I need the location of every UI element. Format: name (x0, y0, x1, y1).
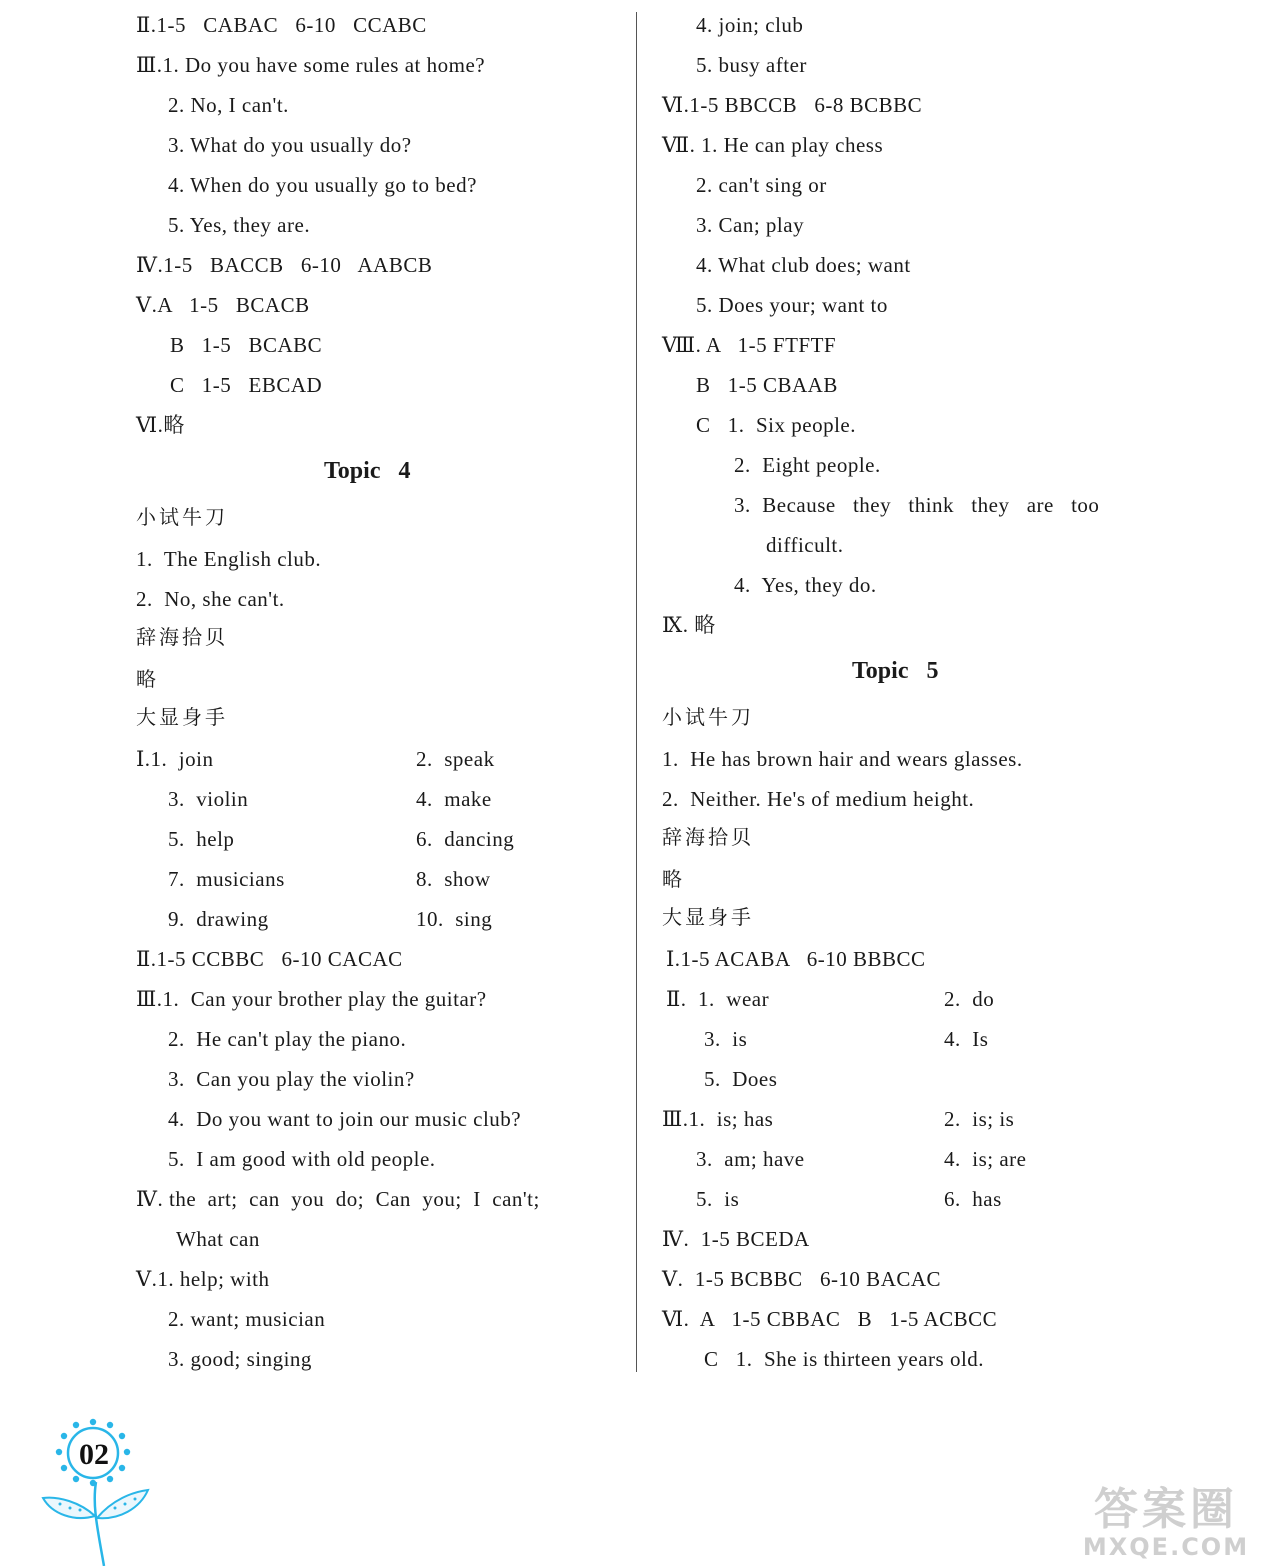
answer-line: 6. dancing (416, 827, 515, 851)
answer-line: 4. What club does; want (696, 253, 911, 277)
answer-line: 3. What do you usually do? (168, 133, 412, 157)
section-label-daxian: 大显身手 (662, 905, 754, 929)
section-label-xiaoshi: 小试牛刀 (662, 705, 754, 729)
answer-line: 2. do (944, 987, 995, 1011)
answer-line: 6. has (944, 1187, 1002, 1211)
answer-line: Ⅶ. 1. He can play chess (662, 133, 884, 157)
answer-line: Ⅴ.1. help; with (136, 1267, 270, 1291)
answer-line: B 1-5 BCABC (170, 333, 323, 357)
answer-line: 5. I am good with old people. (168, 1147, 436, 1171)
answer-line: 2. want; musician (168, 1307, 326, 1331)
answer-line: 2. No, she can't. (136, 587, 285, 611)
left-column (0, 0, 636, 1568)
answer-line: 2. Eight people. (734, 453, 881, 477)
answer-line: Ⅱ. 1. wear (666, 987, 770, 1011)
answer-line: 4. Is (944, 1027, 989, 1051)
answer-line: Ⅷ. A 1-5 FTFTF (662, 333, 837, 357)
section-label-cihai: 辞海拾贝 (662, 825, 754, 849)
watermark-bottom-text: MXQE.COM (1082, 1533, 1250, 1561)
page-number: 02 (79, 1438, 109, 1471)
answer-line: 7. musicians (168, 867, 285, 891)
answer-line: 略 (136, 667, 159, 691)
answer-line: 3. Because they think they are too (734, 493, 1100, 517)
answer-line: C 1. She is thirteen years old. (704, 1347, 985, 1371)
answer-line: 3. good; singing (168, 1347, 312, 1371)
answer-line: 5. Yes, they are. (168, 213, 311, 237)
answer-line: Ⅵ.1-5 BBCCB 6-8 BCBBC (662, 93, 923, 117)
answer-line: Ⅵ. A 1-5 CBBAC B 1-5 ACBCC (662, 1307, 998, 1331)
answer-line: 10. sing (416, 907, 493, 931)
answer-line: Ⅲ.1. Can your brother play the guitar? (136, 987, 487, 1011)
answer-line: difficult. (766, 533, 844, 557)
answer-line: What can (176, 1227, 260, 1251)
answer-line: 4. join; club (696, 13, 804, 37)
answer-line: 2. He can't play the piano. (168, 1027, 407, 1051)
answer-line: Ⅸ. 略 (662, 613, 716, 637)
answer-line: 2. can't sing or (696, 173, 827, 197)
column-divider (636, 12, 637, 1372)
answer-line: 3. Can; play (696, 213, 805, 237)
answer-line: 4. Do you want to join our music club? (168, 1107, 522, 1131)
answer-line: Ⅲ.1. is; has (662, 1107, 774, 1131)
answer-line: 3. am; have (696, 1147, 805, 1171)
answer-line: 5. help (168, 827, 235, 851)
answer-line: Ⅴ.A 1-5 BCACB (136, 293, 310, 317)
answer-line: 2. speak (416, 747, 495, 771)
watermark-logo (1066, 1486, 1266, 1566)
answer-line: Ⅰ.1-5 ACABA 6-10 BBBCC (666, 947, 926, 971)
answer-line: B 1-5 CBAAB (696, 373, 838, 397)
answer-line: Ⅱ.1-5 CABAC 6-10 CCABC (136, 13, 427, 37)
answer-line: Ⅳ.1-5 BACCB 6-10 AABCB (136, 253, 433, 277)
watermark-top-text: 答案圈 (1094, 1484, 1238, 1535)
section-label-cihai: 辞海拾贝 (136, 625, 228, 649)
answer-line: 5. Does your; want to (696, 293, 888, 317)
answer-line: Ⅵ.略 (136, 413, 185, 437)
answer-line: C 1-5 EBCAD (170, 373, 323, 397)
answer-line: 4. make (416, 787, 492, 811)
answer-line: Ⅳ. 1-5 BCEDA (662, 1227, 810, 1251)
answer-line: C 1. Six people. (696, 413, 856, 437)
section-label-daxian: 大显身手 (136, 705, 228, 729)
answer-line: Ⅲ.1. Do you have some rules at home? (136, 53, 486, 77)
answer-line: 1. He has brown hair and wears glasses. (662, 747, 1023, 771)
answer-line: Ⅴ. 1-5 BCBBC 6-10 BACAC (662, 1267, 942, 1291)
answer-line: 3. violin (168, 787, 249, 811)
answer-line: Ⅳ. the art; can you do; Can you; I can't; (136, 1187, 540, 1211)
topic-4-heading: Topic 4 (324, 458, 411, 484)
answer-line: Ⅰ.1. join (136, 747, 214, 771)
answer-line: 3. Can you play the violin? (168, 1067, 415, 1091)
topic-5-heading: Topic 5 (852, 658, 939, 684)
answer-line: 2. No, I can't. (168, 93, 289, 117)
answer-line: 略 (662, 867, 685, 891)
section-label-xiaoshi: 小试牛刀 (136, 505, 228, 529)
answer-line: Ⅱ.1-5 CCBBC 6-10 CACAC (136, 947, 403, 971)
right-column (640, 0, 1280, 1568)
answer-line: 5. is (696, 1187, 740, 1211)
answer-line: 2. Neither. He's of medium height. (662, 787, 975, 811)
answer-line: 5. busy after (696, 53, 807, 77)
answer-line: 1. The English club. (136, 547, 322, 571)
answer-line: 9. drawing (168, 907, 269, 931)
answer-line: 4. When do you usually go to bed? (168, 173, 477, 197)
answer-line: 4. Yes, they do. (734, 573, 877, 597)
answer-line: 5. Does (704, 1067, 778, 1091)
answer-line: 8. show (416, 867, 491, 891)
answer-line: 2. is; is (944, 1107, 1015, 1131)
answer-line: 3. is (704, 1027, 748, 1051)
answer-line: 4. is; are (944, 1147, 1027, 1171)
